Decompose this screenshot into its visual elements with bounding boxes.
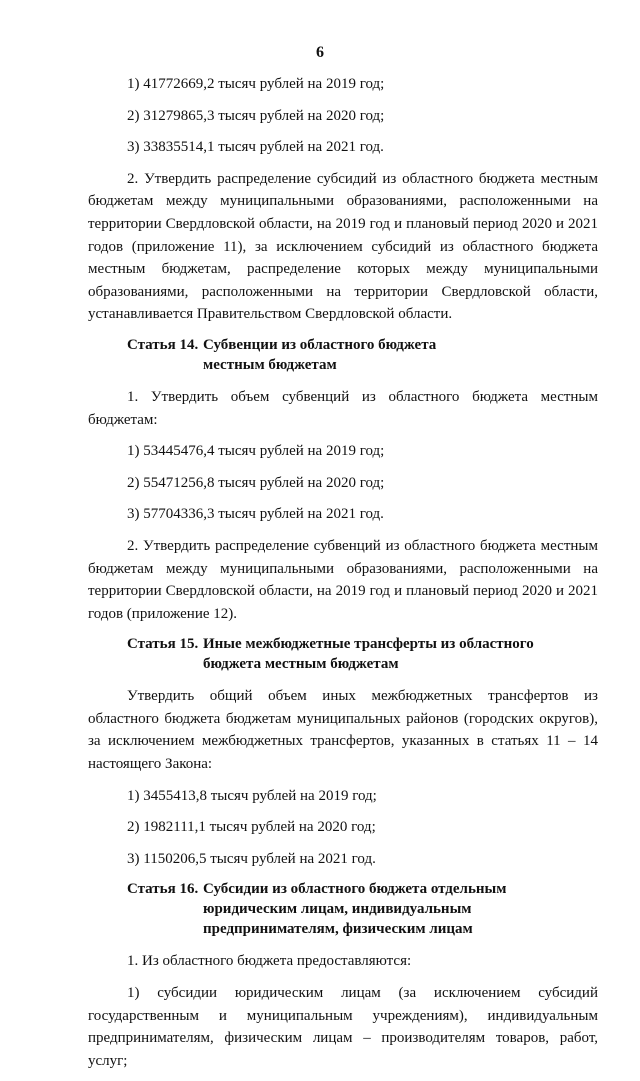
document-body [88,73,598,1081]
article-title: Иные межбюджетные трансферты из областного бюджета местным бюджетам [203,636,534,673]
article-label: Статья 15. [127,636,199,653]
article-16-heading [88,879,598,939]
list-item: 2) 1982111,1 тысяч рублей на 2020 год; [127,819,376,836]
article-title: Субсидии из областного бюджета отдельным юридическим лицам, индивидуальным предпринимателям, физическим лицам [203,881,507,938]
article-14-heading [88,335,598,375]
article-label: Статья 16. [127,881,199,898]
list-item: 3) 1150206,5 тысяч рублей на 2021 год. [127,850,376,867]
list-item: 1) 41772669,2 тысяч рублей на 2019 год; [127,76,385,92]
list-item: 1) 53445476,4 тысяч рублей на 2019 год; [127,443,385,460]
page-number: 6 [316,44,324,61]
list-item: 2) 31279865,3 тысяч рублей на 2020 год; [127,107,385,124]
paragraph: 1. Утвердить объем субвенций из областного бюджета местным бюджетам: [88,388,598,428]
list-item: 2) 55471256,8 тысяч рублей на 2020 год; [127,474,385,491]
list-item: 3) 57704336,3 тысяч рублей на 2021 год. [127,506,384,523]
paragraph: 1. Из областного бюджета предоставляются: [127,953,412,970]
paragraph: Утвердить общий объем иных межбюджетных трансфертов из областного бюджета бюджетам муниципальных районов (городских округов), за исключением межбюджетных трансфертов, указанных в статьях 11 – 14 настоящего Закона: [88,688,598,773]
article-15-heading [88,634,598,674]
paragraph: 2. Утвердить распределение субвенций из областного бюджета местным бюджетам между муниципальными образованиями, расположенными на территории Свердловской области, на 2019 год и плановый период 2020 и 2021 годов (приложение 12). [88,537,598,622]
list-item: 3) 33835514,1 тысяч рублей на 2021 год. [127,139,384,156]
article-title: Субвенции из областного бюджета местным бюджетам [203,336,437,373]
article-label: Статья 14. [127,336,199,353]
paragraph: 1) субсидии юридическим лицам (за исключением субсидий государственным и муниципальным учреждениям), индивидуальным предпринимателям, физическим лицам – производителям товаров, работ, услуг; [88,985,598,1069]
paragraph: 2. Утвердить распределение субсидий из областного бюджета местным бюджетам между муниципальными образованиями, расположенными на территории Свердловской области, на 2019 год и плановый период 2020 и 2021 годов (приложение 11), за исключением субсидий из областного бюджета местным бюджетам, распределение которых между муниципальными образованиями, расположенными на территории Свердловской области, устанавливается Правительством Свердловской области. [88,170,598,323]
list-item: 1) 3455413,8 тысяч рублей на 2019 год; [127,787,377,804]
